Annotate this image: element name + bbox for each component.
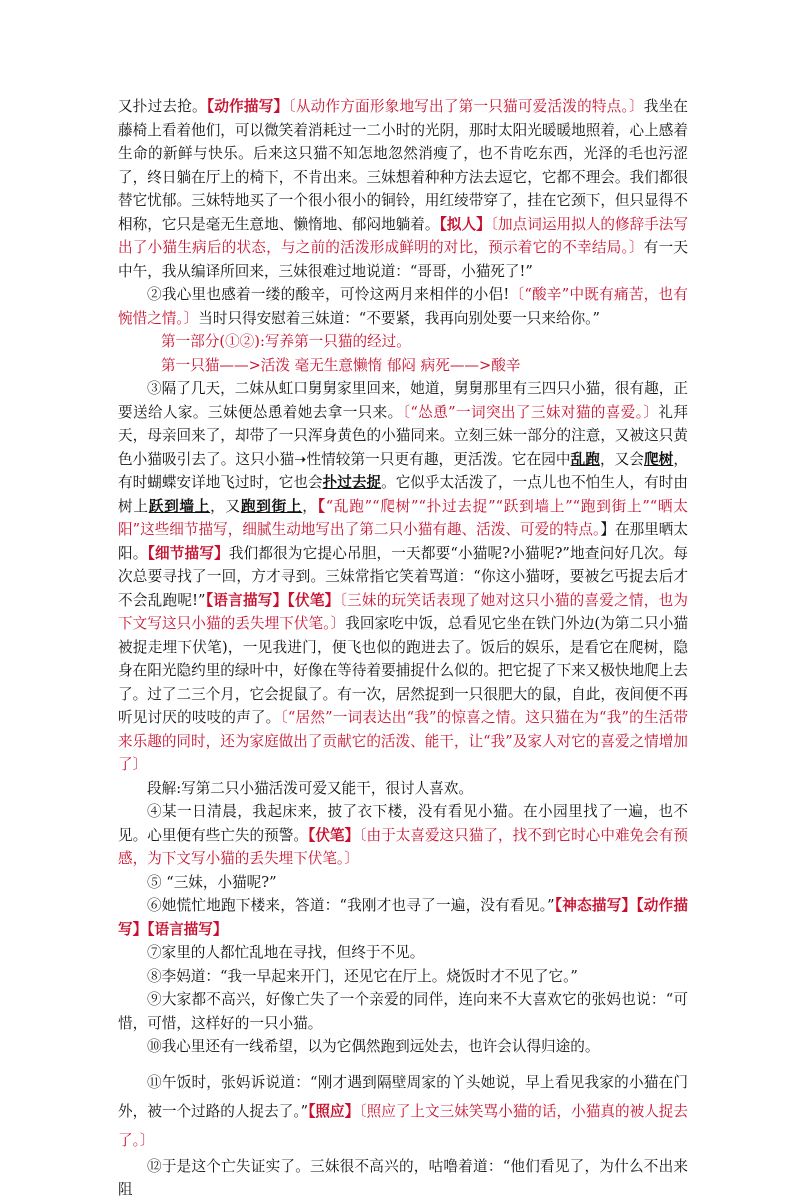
text-run: 有一天中午，我从编译所回来，三妹很难过地说道：“哥哥，小猫死了!” xyxy=(118,239,688,280)
paragraph-summary-2 xyxy=(118,777,688,801)
annotation-note: (①②):写养第一只猫的经过。 xyxy=(219,333,411,350)
text-run: ，有时蝴蝶安详地飞过时，它也会 xyxy=(118,450,688,491)
text-run: 跃到墙上 xyxy=(148,497,211,515)
annotation-note: 〔照应了上文三妹笑骂小猫的话，小猫真的被人捉去了。〕 xyxy=(118,1102,689,1149)
text-run: ， xyxy=(302,497,318,515)
annotation-note: 〔“酸辛”中既有痛苦，也有惋惜之情。〕 xyxy=(118,286,688,327)
paragraph-11 xyxy=(118,1068,688,1155)
annotation-tag: 【动作描写】 xyxy=(206,98,289,115)
paragraph-4 xyxy=(118,800,688,871)
paragraph-9 xyxy=(118,988,688,1035)
annotation-tag: 【伏笔】 xyxy=(308,826,360,844)
paragraph-10 xyxy=(118,1035,688,1059)
annotation-note: 第一部分 xyxy=(161,333,220,350)
text-run: 当时只得安慰着三妹道：“不要紧，我再向别处要一只来给你。” xyxy=(198,309,600,327)
paragraph-3 xyxy=(118,377,688,777)
text-run: ⑤ “三妹，小猫呢?” xyxy=(147,873,277,891)
text-run: ④某一日清晨，我起床来，披了衣下楼，没有看见小猫。在小园里找了一遍，也不见。心里便有些亡失的预警。 xyxy=(118,803,688,844)
text-run: ⑥她慌忙地跑下楼来，答道：“我刚才也寻了一遍，没有看见。” xyxy=(147,897,555,914)
annotation-note: 〔从动作方面形象地写出了第一只猫可爱活泼的特点。〕 xyxy=(288,98,644,115)
text-run: ，又 xyxy=(210,497,241,515)
paragraph-1 xyxy=(118,95,688,283)
annotation-note: 〔“怂恿”一词突出了三妹对猫的喜爱。〕 xyxy=(402,403,659,421)
annotation-tag: 【细节描写】 xyxy=(147,544,229,562)
text-run: ⑫于是这个亡失证实了。三妹很不高兴的，咕噜着道：“他们看见了，为什么不出来阻 xyxy=(118,1157,688,1198)
text-run: ⑪午饭时，张妈诉说道：“刚才遇到隔壁周家的丫头她说，早上看见我家的小猫在门外，被一个过路的人捉去了。” xyxy=(118,1073,688,1120)
text-run: 又扑过去抢。 xyxy=(118,98,207,115)
document-page xyxy=(118,95,688,1202)
text-run: ②我心里也感着一缕的酸辛，可怜这两月来相伴的小侣! xyxy=(147,286,510,303)
paragraph-gap xyxy=(118,1059,688,1068)
annotation-note: 〔加点词运用拟人的修辞手法写出了小猫生病后的状态，与之前的活泼形成鲜明的对比，预示着它的不幸结局。〕 xyxy=(118,215,689,256)
paragraph-2 xyxy=(118,283,688,330)
text-run: ⑧李妈道：“我一早起来开门，还见它在厅上。烧饭时才不见了它。” xyxy=(147,967,578,985)
text-run: ⑦家里的人都忙乱地在寻找，但终于不见。 xyxy=(147,944,425,961)
text-run: 礼拜天，母亲回来了，却带了一只浑身黄色的小猫同来。立刻三妹一部分的注意，又被这只黄色小猫吸引去了。这只小猫➝性情较第一只更有趣，更活泼。它在园中 xyxy=(118,403,688,468)
text-run: 扑过去捉 xyxy=(322,474,382,491)
text-run: 跑到街上 xyxy=(240,497,303,515)
text-run: 】在那里晒太阳。 xyxy=(118,521,688,562)
part-one-summary xyxy=(118,330,688,354)
annotation-note: 〔由于太喜爱这只猫了，找不到它时心中难免会有预感，为下文写小猫的丢失埋下伏笔。〕 xyxy=(118,826,688,867)
annotation-note: 〔三妹的玩笑话表现了她对这只小猫的喜爱之情，也为下文写这只小猫的丢失埋下伏笔。〕 xyxy=(118,591,689,632)
text-run: ③隔了几天，二妹从虹口舅舅家里回来，她道，舅舅那里有三四只小猫，很有趣，正要送给人家。三妹便怂恿着她去拿一只来。 xyxy=(118,380,688,421)
paragraph-6 xyxy=(118,894,688,941)
text-run: 段解:写第二只小猫活泼可爱又能干，很讨人喜欢。 xyxy=(147,779,473,797)
text-run: 乱跑 xyxy=(570,450,600,468)
annotation-tag: 【神态描写】【动作描写】【语言描写】 xyxy=(118,897,689,938)
annotation-tag: 【 xyxy=(317,497,326,515)
text-run: 爬树 xyxy=(644,450,674,468)
paragraph-12 xyxy=(118,1155,688,1202)
annotation-note: 第一只猫——>活泼 毫无生意懒惰 郁闷 病死——>酸辛 xyxy=(161,356,521,374)
annotation-tag: 【拟人】 xyxy=(439,215,491,233)
annotation-note: “乱跑”“爬树”“扑过去捉”“跃到墙上”“跑到街上”“晒太阳”这些细节描写，细腻生动地写出了第二只小猫有趣、活泼、可爱的特点。 xyxy=(118,497,688,538)
annotation-note: 〔“居然”一词表达出“我”的惊喜之情。这只猫在为“我”的生活带来乐趣的同时，还为家庭做出了贡献它的活泼、能干，让“我”及家人对它的喜爱之情增加了〕 xyxy=(118,709,688,773)
annotation-tag: 【语言描写】【伏笔】 xyxy=(205,591,340,609)
text-run: 。它似乎太活泼了，一点儿也不怕生人，有时由树上 xyxy=(118,474,688,515)
text-run: 我们都很为它提心吊胆，一天都要“小猫呢?小猫呢?”地查问好几次。每次总要寻找了一回，方才寻到。三妹常指它笑着骂道：“你这小猫呀，要被乞丐捉去后才不会乱跑呢!” xyxy=(118,544,689,609)
text-run: 我回家吃中饭，总看见它坐在铁门外边(为第二只小猫被捉走埋下伏笔)，一见我进门，便飞也似的跑进去了。饭后的娱乐，是看它在爬树，隐身在阳光隐约里的绿叶中，好像在等待着要捕捉什么似的。把它捉了下来又极快地爬上去了。过了二三个月，它会捉鼠了。有一次，居然捉到一只很肥大的鼠，自此，夜间便不再听见讨厌的吱吱的声了。 xyxy=(118,615,688,726)
first-cat-summary xyxy=(118,354,688,378)
text-run: ⑩我心里还有一线希望，以为它偶然跑到远处去，也许会认得归途的。 xyxy=(147,1038,600,1055)
annotation-tag: 【照应】 xyxy=(308,1102,360,1120)
paragraph-8 xyxy=(118,965,688,989)
text-run: 我坐在藤椅上看着他们，可以微笑着消耗过一二小时的光阴，那时太阳光暖暖地照着，心上感着生命的新鲜与快乐。后来这只猫不知怎地忽然消瘦了，也不肯吃东西，光泽的毛也污涩了，终日躺在厅上的椅下，不肯出来。三妹想着种种方法去逗它，它都不理会。我们都很替它忧郁。三妹特地买了一个很小很小的铜铃，用红绫带穿了，挂在它颈下，但只显得不相称，它只是毫无生意地、懒惰地、郁闷地躺着。 xyxy=(118,98,688,233)
text-run: ，又会 xyxy=(599,450,644,468)
paragraph-5 xyxy=(118,871,688,895)
text-run: ⑨大家都不高兴，好像亡失了一个亲爱的同伴，连向来不大喜欢它的张妈也说：“可惜，可惜，这样好的一只小猫。 xyxy=(118,991,688,1032)
paragraph-7 xyxy=(118,941,688,965)
